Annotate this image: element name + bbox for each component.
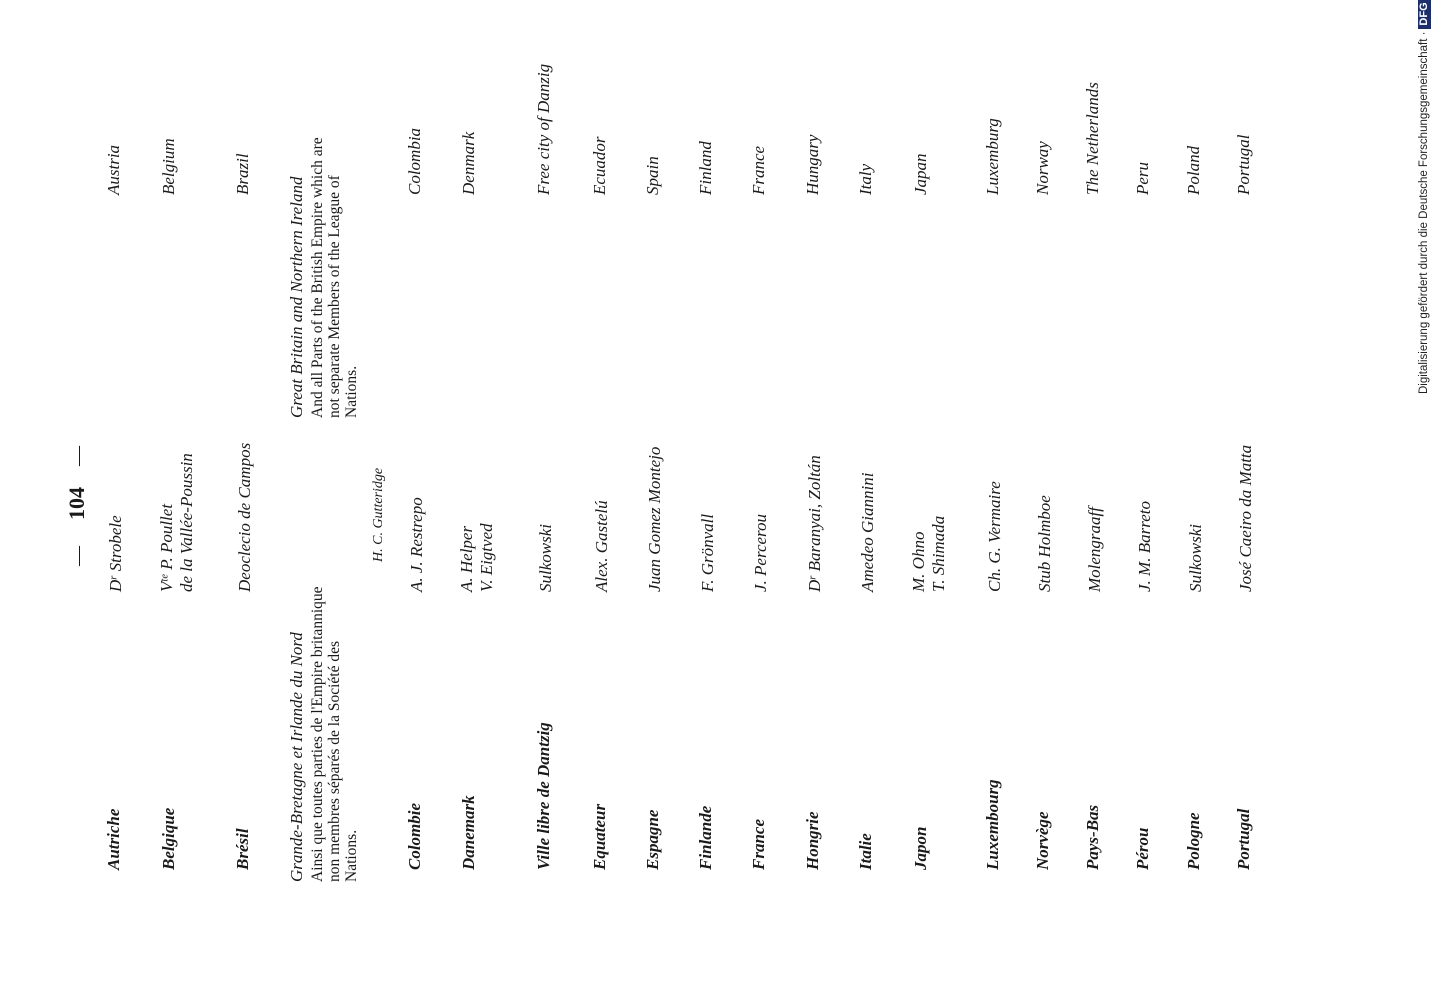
credit-text: Digitalisierung gefördert durch die Deutsche Forschungsgemeinschaft · — [1418, 31, 1430, 394]
signatory: V. Eigtved — [477, 523, 496, 592]
signatory: José Caeiro da Matta — [1236, 444, 1255, 592]
country-en-note-line: And all Parts of the British Empire which are — [309, 137, 326, 418]
country-en: Japan — [911, 153, 930, 195]
country-fr: Portugal — [1234, 808, 1253, 870]
country-fr: Equateur — [590, 803, 609, 870]
country-fr: Pologne — [1184, 812, 1203, 870]
country-fr: Norvège — [1033, 811, 1052, 870]
country-en: Italy — [856, 163, 875, 195]
page-number-dash-right: — — [67, 446, 89, 466]
signatory: A. J. Restrepo — [407, 497, 426, 592]
signatory: A. Helper — [457, 525, 476, 592]
signatory: M. Ohno — [909, 531, 928, 592]
country-fr: Hongrie — [803, 811, 822, 870]
country-en: Brazil — [233, 153, 252, 195]
signatory: F. Grönvall — [698, 513, 717, 592]
signatory: H. C. Gutteridge — [371, 467, 386, 562]
signatory: Amedeo Giannini — [858, 472, 877, 592]
signatory: Juan Gomez Montejo — [645, 446, 664, 592]
page-number: 104 — [64, 487, 89, 520]
country-en: Denmark — [459, 131, 478, 195]
country-en: Hungary — [803, 134, 822, 195]
country-en: Free city of Danzig — [534, 63, 553, 195]
signatory: Sulkowski — [536, 524, 555, 592]
country-fr: Pérou — [1133, 827, 1152, 870]
country-fr-note-line: Ainsi que toutes parties de l'Empire britannique — [309, 586, 326, 882]
country-fr: Grande-Bretagne et Irlande du Nord — [287, 632, 306, 882]
signatory: $V^{te}$ P. Poullet — [157, 503, 176, 592]
country-en: Colombia — [405, 127, 424, 195]
country-fr: Autriche — [104, 808, 123, 870]
signatory: J. M. Barreto — [1135, 501, 1154, 592]
country-fr: Italie — [856, 833, 875, 870]
country-fr: France — [749, 819, 768, 870]
signatory: Deoclecio de Campos — [235, 442, 254, 592]
country-en: Austria — [104, 144, 123, 195]
country-en: Peru — [1133, 161, 1152, 195]
signatory: T. Shimada — [929, 515, 948, 592]
country-fr-note-line: Nations. — [343, 829, 360, 882]
signatory: Stub Holmboe — [1035, 495, 1054, 592]
signatory: $D^r$ Baranyai, Zoltán — [805, 455, 824, 592]
country-fr-note-line: non membres séparés de la Société des — [326, 640, 343, 882]
country-en: Finland — [696, 141, 715, 195]
signatory: Ch. G. Vermaire — [985, 481, 1004, 592]
country-fr: Japon — [911, 826, 930, 870]
page-number-dash-left: — — [67, 546, 89, 566]
country-en: Luxemburg — [983, 118, 1002, 195]
country-en: Poland — [1184, 145, 1203, 195]
country-fr: Pays-Bas — [1083, 804, 1102, 870]
country-en-note-line: not separate Members of the League of — [326, 175, 343, 418]
country-en: The Netherlands — [1083, 82, 1102, 195]
country-en: Ecuador — [590, 136, 609, 195]
country-en: Great Britain and Northern Ireland — [287, 176, 306, 418]
country-en: Norway — [1033, 141, 1052, 195]
signatory: J. Percerou — [751, 513, 770, 592]
signatory: Molengraaff — [1085, 507, 1104, 592]
country-fr: Ville libre de Dantzig — [534, 722, 553, 870]
digitization-credit — [1418, 0, 1431, 394]
country-fr: Finlande — [696, 805, 715, 870]
country-en: Belgium — [159, 138, 178, 195]
country-fr: Belgique — [159, 807, 178, 870]
country-en-note-line: Nations. — [343, 365, 360, 418]
country-en: France — [749, 145, 768, 195]
dfg-logo: DFG — [1418, 0, 1431, 29]
signatory: de la Vallée-Poussin — [177, 453, 196, 592]
country-fr: Luxembourg — [983, 779, 1002, 870]
country-en: Portugal — [1234, 134, 1253, 195]
country-en: Spain — [643, 156, 662, 195]
country-fr: Danemark — [459, 795, 478, 870]
signatory: Alex. Gastelú — [592, 500, 611, 592]
signatory: Sulkowski — [1186, 524, 1205, 592]
country-fr: Colombie — [405, 802, 424, 870]
country-fr: Espagne — [643, 809, 662, 870]
country-fr: Brésil — [233, 828, 252, 870]
signatory: $D^r$ Strobele — [106, 515, 125, 592]
